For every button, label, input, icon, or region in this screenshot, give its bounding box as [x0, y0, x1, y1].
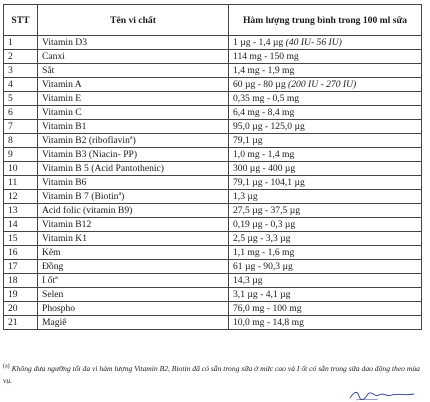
row-stt: 18 [4, 274, 38, 288]
row-stt: 14 [4, 218, 38, 232]
nutrient-name-text: Vitamin B 7 (Biotin [42, 191, 119, 202]
table-row [4, 36, 422, 50]
row-nutrient-name [38, 316, 229, 330]
nutrient-name-text: Vitamin B 5 (Acid Pantothenic) [42, 163, 164, 174]
value-text: 60 µg - 80 µg [233, 79, 289, 90]
nutrient-name-text: Vitamin E [42, 93, 82, 104]
row-value [229, 246, 422, 260]
nutrient-name-text: Sắt [42, 65, 55, 76]
row-nutrient-name [38, 246, 229, 260]
table-row [4, 218, 422, 232]
row-stt: 10 [4, 162, 38, 176]
value-text: 114 mg - 150 mg [233, 51, 299, 62]
nutrient-name-text: Vitamin B12 [42, 219, 92, 230]
row-value [229, 64, 422, 78]
nutrient-name-text: Vitamin B3 (Niacin- PP) [42, 149, 138, 160]
row-stt: 1 [4, 36, 38, 50]
table-row [4, 92, 422, 106]
row-stt: 12 [4, 190, 38, 204]
nutrient-name-text: Vitamin D3 [42, 37, 87, 48]
value-iu-note: (200 IU - 270 IU) [288, 79, 357, 90]
row-stt: 2 [4, 50, 38, 64]
table-row [4, 190, 422, 204]
table-row [4, 106, 422, 120]
row-nutrient-name [38, 106, 229, 120]
row-stt: 16 [4, 246, 38, 260]
row-stt: 8 [4, 134, 38, 148]
nutrient-footnote-marker: a [55, 274, 58, 281]
row-nutrient-name [38, 78, 229, 92]
row-stt: 9 [4, 148, 38, 162]
value-text: 0,35 mg - 0,5 mg [233, 93, 300, 104]
table-row [4, 274, 422, 288]
header-value: Hàm lượng trung bình trong 100 ml sữa [229, 5, 422, 36]
signature-mark [348, 388, 418, 402]
footnote-text: Không đưa ngưỡng tối đa vì hàm lượng Vitamin B2, Biotin đã có sẵn trong sữa ở mức cao và I ốt có sẵn trong sữa dao động theo mùa vụ. [3, 364, 420, 385]
nutrient-name-text: Đồng [42, 261, 64, 272]
row-value [229, 162, 422, 176]
nutrient-name-tail: ) [132, 135, 136, 146]
row-value [229, 288, 422, 302]
value-text: 79,1 µg - 104,1 µg [233, 177, 305, 188]
nutrient-name-text: Vitamin C [42, 107, 82, 118]
table-row [4, 232, 422, 246]
value-text: 6,4 mg - 8,4 mg [233, 107, 295, 118]
table-row [4, 246, 422, 260]
row-value [229, 260, 422, 274]
row-stt: 19 [4, 288, 38, 302]
value-text: 10,0 mg - 14,8 mg [233, 317, 304, 328]
table-row [4, 162, 422, 176]
value-text: 0,19 µg - 0,3 µg [233, 219, 296, 230]
value-text: 300 µg - 400 µg [233, 163, 296, 174]
table-row [4, 134, 422, 148]
row-nutrient-name [38, 218, 229, 232]
row-value [229, 120, 422, 134]
row-nutrient-name [38, 92, 229, 106]
row-nutrient-name [38, 36, 229, 50]
row-stt: 21 [4, 316, 38, 330]
nutrient-name-text: Acid folic (vitamin B9) [42, 205, 133, 216]
row-stt: 5 [4, 92, 38, 106]
table-row [4, 148, 422, 162]
nutrient-name-text: Vitamin K1 [42, 233, 87, 244]
row-nutrient-name [38, 134, 229, 148]
row-value [229, 190, 422, 204]
header-stt: STT [4, 5, 38, 36]
value-text: 14,3 µg [233, 275, 263, 286]
value-iu-note: (40 IU- 56 IU) [285, 37, 342, 48]
value-text: 1 µg - 1,4 µg [233, 37, 286, 48]
value-text: 1,0 mg - 1,4 mg [233, 149, 295, 160]
table-row [4, 260, 422, 274]
nutrient-table [3, 4, 422, 330]
value-text: 2,5 µg - 3,3 µg [233, 233, 291, 244]
row-nutrient-name [38, 190, 229, 204]
row-value [229, 134, 422, 148]
row-value [229, 176, 422, 190]
row-stt: 15 [4, 232, 38, 246]
footnote [3, 363, 423, 387]
row-nutrient-name [38, 232, 229, 246]
row-nutrient-name [38, 302, 229, 316]
row-value [229, 204, 422, 218]
row-nutrient-name [38, 148, 229, 162]
nutrient-name-text: Canxi [42, 51, 65, 62]
table-row [4, 50, 422, 64]
row-value [229, 106, 422, 120]
row-value [229, 50, 422, 64]
table-row [4, 302, 422, 316]
value-text: 1,4 mg - 1,9 mg [233, 65, 295, 76]
nutrient-name-tail: ) [121, 191, 125, 202]
row-stt: 4 [4, 78, 38, 92]
value-text: 27,5 µg - 37,5 µg [233, 205, 301, 216]
nutrient-name-text: Kẽm [42, 247, 61, 258]
table-row [4, 176, 422, 190]
row-value [229, 316, 422, 330]
table-row [4, 204, 422, 218]
row-value [229, 218, 422, 232]
row-nutrient-name [38, 274, 229, 288]
row-nutrient-name [38, 288, 229, 302]
row-nutrient-name [38, 64, 229, 78]
value-text: 61 µg - 90,3 µg [233, 261, 293, 272]
value-text: 1,3 µg [233, 191, 258, 202]
row-value [229, 92, 422, 106]
nutrient-name-text: Magiê [42, 317, 67, 328]
row-value [229, 232, 422, 246]
nutrient-name-text: Selen [42, 289, 64, 300]
row-value [229, 302, 422, 316]
row-stt: 6 [4, 106, 38, 120]
value-text: 79,1 µg [233, 135, 263, 146]
nutrient-name-text: Vitamin B1 [42, 121, 87, 132]
nutrient-name-text: Phospho [42, 303, 76, 314]
value-text: 3,1 µg - 4,1 µg [233, 289, 291, 300]
footnote-marker: (a) [3, 363, 10, 370]
row-value [229, 148, 422, 162]
row-nutrient-name [38, 204, 229, 218]
nutrient-name-text: Vitamin A [42, 79, 82, 90]
table-row [4, 64, 422, 78]
nutrient-name-text: Vitamin B6 [42, 177, 87, 188]
value-text: 95,0 µg - 125,0 µg [233, 121, 305, 132]
nutrient-footnote-marker: a [118, 190, 122, 197]
table-row [4, 78, 422, 92]
row-stt: 17 [4, 260, 38, 274]
table-body [4, 36, 422, 330]
nutrient-name-text: Vitamin B2 (riboflavin [42, 135, 130, 146]
row-stt: 7 [4, 120, 38, 134]
nutrient-name-text: I ốt [42, 275, 56, 286]
table-row [4, 120, 422, 134]
row-stt: 13 [4, 204, 38, 218]
table-header-row [4, 5, 422, 36]
value-text: 1,1 mg - 1,6 mg [233, 247, 295, 258]
row-nutrient-name [38, 120, 229, 134]
row-value [229, 274, 422, 288]
row-stt: 20 [4, 302, 38, 316]
row-nutrient-name [38, 162, 229, 176]
row-stt: 11 [4, 176, 38, 190]
row-value [229, 78, 422, 92]
row-nutrient-name [38, 260, 229, 274]
row-nutrient-name [38, 176, 229, 190]
value-text: 76,0 mg - 100 mg [233, 303, 302, 314]
row-value [229, 36, 422, 50]
row-nutrient-name [38, 50, 229, 64]
table-row [4, 316, 422, 330]
row-stt: 3 [4, 64, 38, 78]
header-name: Tên vi chất [38, 5, 229, 36]
table-row [4, 288, 422, 302]
nutrient-footnote-marker: a [129, 134, 133, 141]
